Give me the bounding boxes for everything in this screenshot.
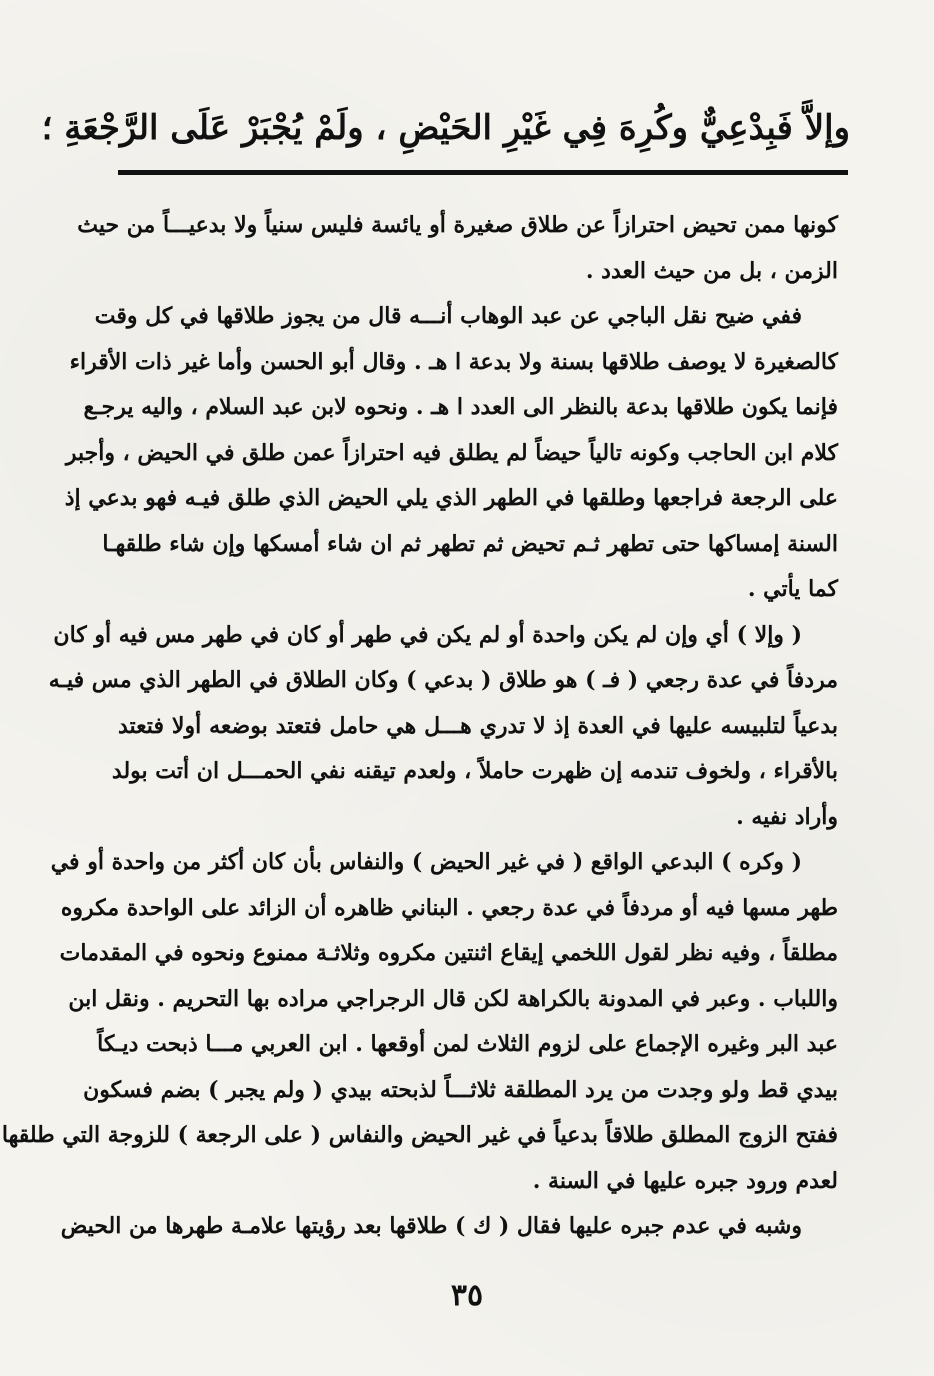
text-line: السنة إمساكها حتى تطهر ثـم تحيض ثم تطهر ثم ان شاء أمسكها وإن شاء طلقهـا [102,530,838,557]
text-line: وأراد نفيه . [736,803,838,830]
text-line: طهر مسها فيه أو مردفاً في عدة رجعي . البناني ظاهره أن الزائد على الواحدة مكروه [60,894,838,921]
text-line: ( وإلا ) أي وإن لم يكن واحدة أو لم يكن في طهر أو كان في طهر مس فيه أو كان [53,621,802,648]
text-line: مردفاً في عدة رجعي ( فـ ) هو طلاق ( بدعي ) وكان الطلاق في الطهر الذي مس فيـه [48,667,838,693]
text-line: كلام ابن الحاجب وكونه تالياً حيضاً لم يطلق فيه احترازاً عمن طلق في الحيض ، وأجبر [65,439,838,466]
text-line: مطلقاً ، وفيه نظر لقول اللخمي إيقاع اثنتين مكروه وثلاثـة ممنوع ونحوه في المقدمات [59,940,838,966]
text-line: فإنما يكون طلاقها بدعة بالنظر الى العدد ا هـ . ونحوه لابن عبد السلام ، واليه يرجـع [83,394,838,420]
text-line: كونها ممن تحيض احترازاً عن طلاق صغيرة أو يائسة فليس سنياً ولا بدعيـــاً من حيث [77,212,838,238]
text-line: عبد البر وغيره الإجماع على لزوم الثلاث لمن أوقعها . ابن العربي مـــا ذبحت ديـكاً [97,1031,838,1057]
text-line: وشبه في عدم جبره عليها فقال ( ك ) طلاقها بعد رؤيتها علامـة طهرها من الحيض [60,1213,802,1239]
text-line: بيدي قط ولو وجدت من يرد المطلقة ثلاثـــاً لذبحته بيدي ( ولم يجبر ) بضم فسكون [83,1076,838,1103]
text-line: على الرجعة فراجعها وطلقها في الطهر الذي يلي الحيض الذي طلق فيـه فهو بدعي إذ [64,485,838,511]
text-line: كما يأتي . [747,576,838,602]
text-line: بالأقراء ، ولخوف تندمه إن ظهرت حاملاً ، ولعدم تيقنه نفي الحمـــل ان أتت بولد [111,758,838,784]
text-line: لعدم ورود جبره عليها في السنة . [532,1167,838,1194]
text-line: بدعياً لتلبيسه عليها في العدة إذ لا تدري هـــل هي حامل فتعتد بوضعه أولا فتعتد [118,712,838,739]
page-number: ٣٥ [450,1278,484,1313]
text-line: ففي ضيح نقل الباجي عن عبد الوهاب أنـــه قال من يجوز طلاقها في كل وقت [94,303,802,329]
text-line: كالصغيرة لا يوصف طلاقها بسنة ولا بدعة ا هـ . وقال أبو الحسن وأما غير ذات الأقراء [69,348,838,375]
verse-heading: وإلاَّ فَبِدْعِيٌّ وكُرِهَ فِي غَيْرِ الحَيْضِ ، ولَمْ يُجْبَرْ عَلَى الرَّجْعَةِ ؛ [41,108,850,148]
commentary-text [1,203,838,1250]
header-divider [118,170,848,175]
text-line: ( وكره ) البدعي الواقع ( في غير الحيض ) والنفاس بأن كان أكثر من واحدة أو في [50,849,802,875]
text-line: واللباب . وعبر في المدونة بالكراهة لكن قال الرجراجي مراده بها التحريم . ونقل ابن [68,985,838,1012]
text-line: الزمن ، بل من حيث العدد . [585,257,838,284]
text-line: ففتح الزوج المطلق طلاقاً بدعياً في غير الحيض والنفاس ( على الرجعة ) للزوجة التي طلقها [1,1122,838,1148]
